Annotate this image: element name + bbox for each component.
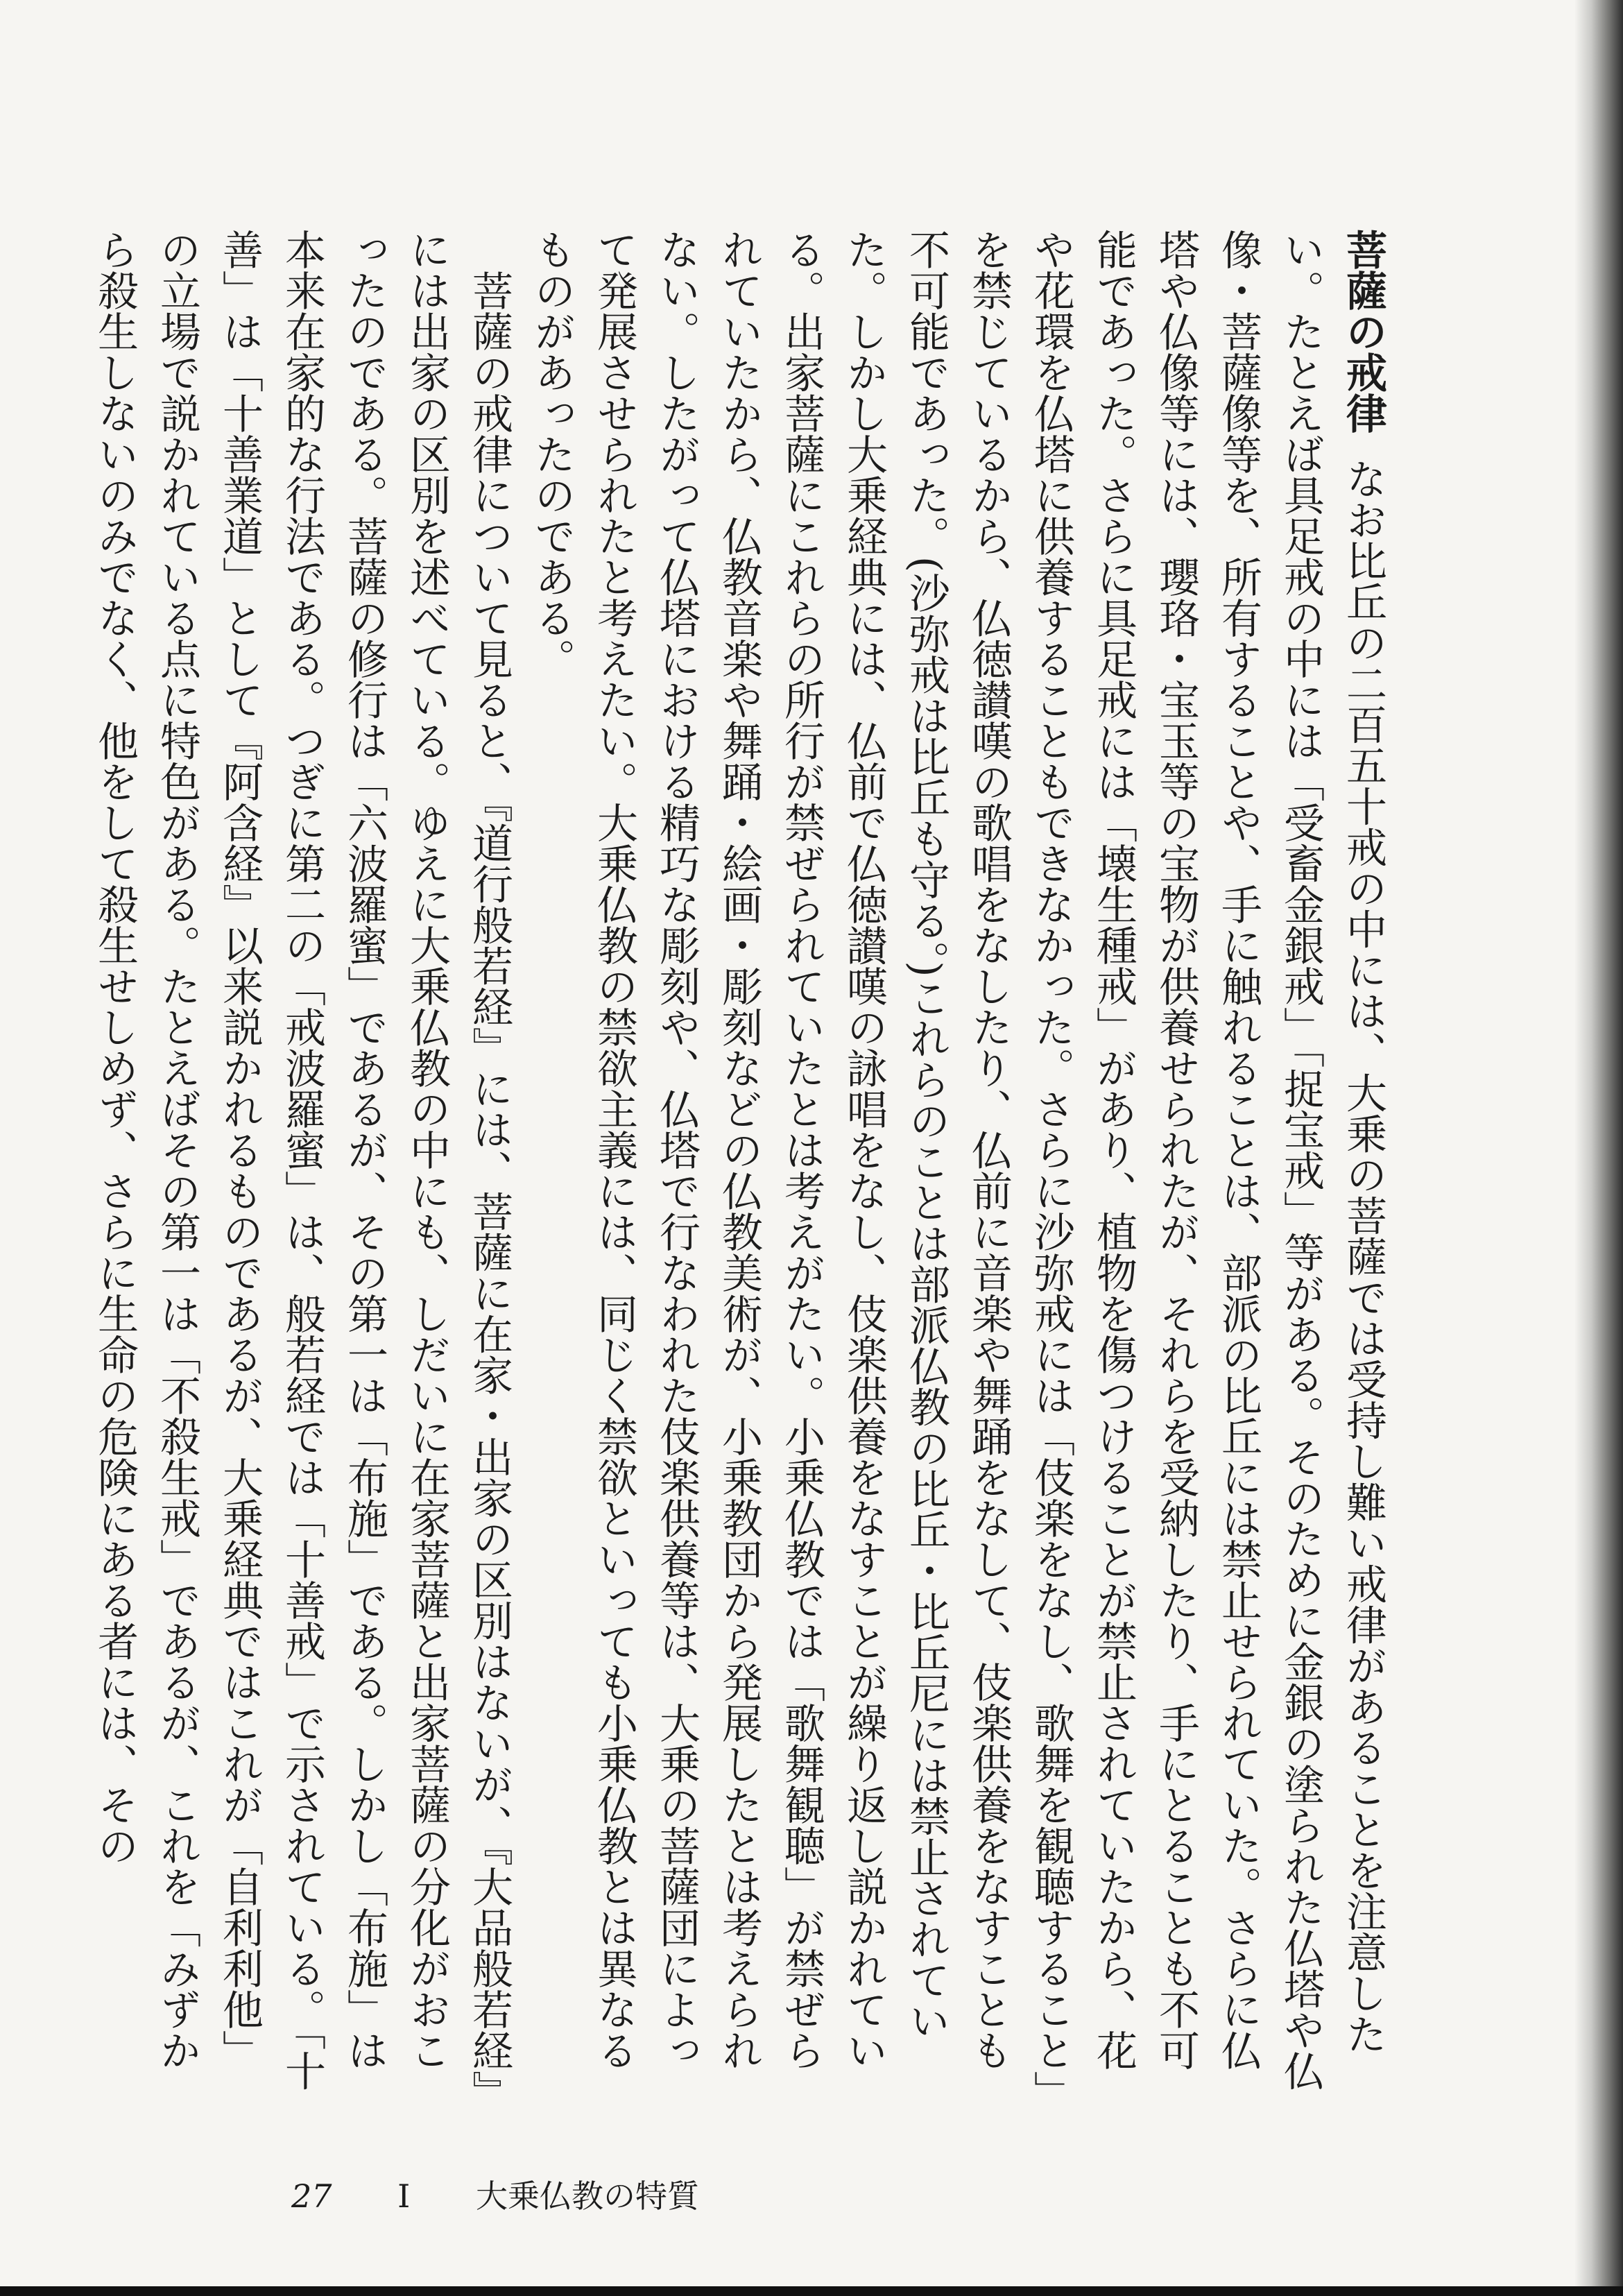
- scan-bottom-edge: [0, 2286, 1623, 2296]
- page-footer: [291, 2171, 755, 2217]
- book-binding-shadow: [1574, 0, 1623, 2296]
- chapter-title: 大乗仏教の特質: [475, 2177, 699, 2215]
- paragraph-2: 菩薩の戒律について見ると、『道行般若経』には、菩薩に在家・出家の区別はないが、『大品般若経』には出家の区別を述べている。ゆえに大乗仏教の中にも、しだいに在家菩薩と出家菩薩の分化がおこったのである。菩薩の修行は「六波羅蜜」であるが、その第一は「布施」である。しかし「布施」は本来在家的な行法である。つぎに第二の「戒波羅蜜」は、般若経では「十善戒」で示されている。「十善」は「十善業道」として『阿含経』以来説かれるものであるが、大乗経典ではこれが「自利利他」の立場で説かれている点に特色がある。たとえばその第一は「不殺生戒」であるが、これを「みずから殺生しないのみでなく、他をして殺生せしめず、さらに生命の危険にある者には、その: [91, 229, 513, 2091]
- part-number: I: [397, 2177, 411, 2215]
- vertical-text-block: [90, 229, 1394, 2095]
- paragraph-1: [520, 229, 1394, 2095]
- paragraph-1-text: なお比丘の二百五十戒の中には、大乗の菩薩では受持し難い戒律があることを注意したい。たとえば具足戒の中には「受畜金銀戒」「捉宝戒」等がある。そのために金銀の塗られた仏塔や仏像・菩薩像等を、所有することや、手に触れることは、部派の比丘には禁止せられていた。さらに仏塔や仏像等には、瓔珞・宝玉等の宝物が供養せられたが、それらを受納したり、手にとることも不可能であった。さらに具足戒には「壊生種戒」があり、植物を傷つけることが禁止されていたから、花や花環を仏塔に供養することもできなかった。さらに沙弥戒には「伎楽をなし、歌舞を観聴すること」を禁じているから、仏徳讃嘆の歌唱をなしたり、仏前に音楽や舞踊をなして、伎楽供養をなすことも不可能であった。(沙弥戒は比丘も守る。)これらのことは部派仏教の比丘・比丘尼には禁止されていた。しかし大乗経典には、仏前で仏徳讃嘆の詠唱をなし、伎楽供養をなすことが繰り返し説かれている。出家菩薩にこれらの所行が禁ぜられていたとは考えがたい。小乗仏教では「歌舞観聴」が禁ぜられていたから、仏教音楽や舞踊・絵画・彫刻などの仏教美術が、小乗教団から発展したとは考えられない。したがって仏塔における精巧な彫刻や、仏塔で行なわれた伎楽供養等は、大乗の菩薩団によって発展させられたと考えたい。大乗仏教の禁欲主義には、同じく禁欲といっても小乗仏教とは異なるものがあったのである。: [528, 229, 1387, 2091]
- page-number: 27: [291, 2177, 332, 2215]
- section-heading: 菩薩の戒律: [1339, 229, 1387, 434]
